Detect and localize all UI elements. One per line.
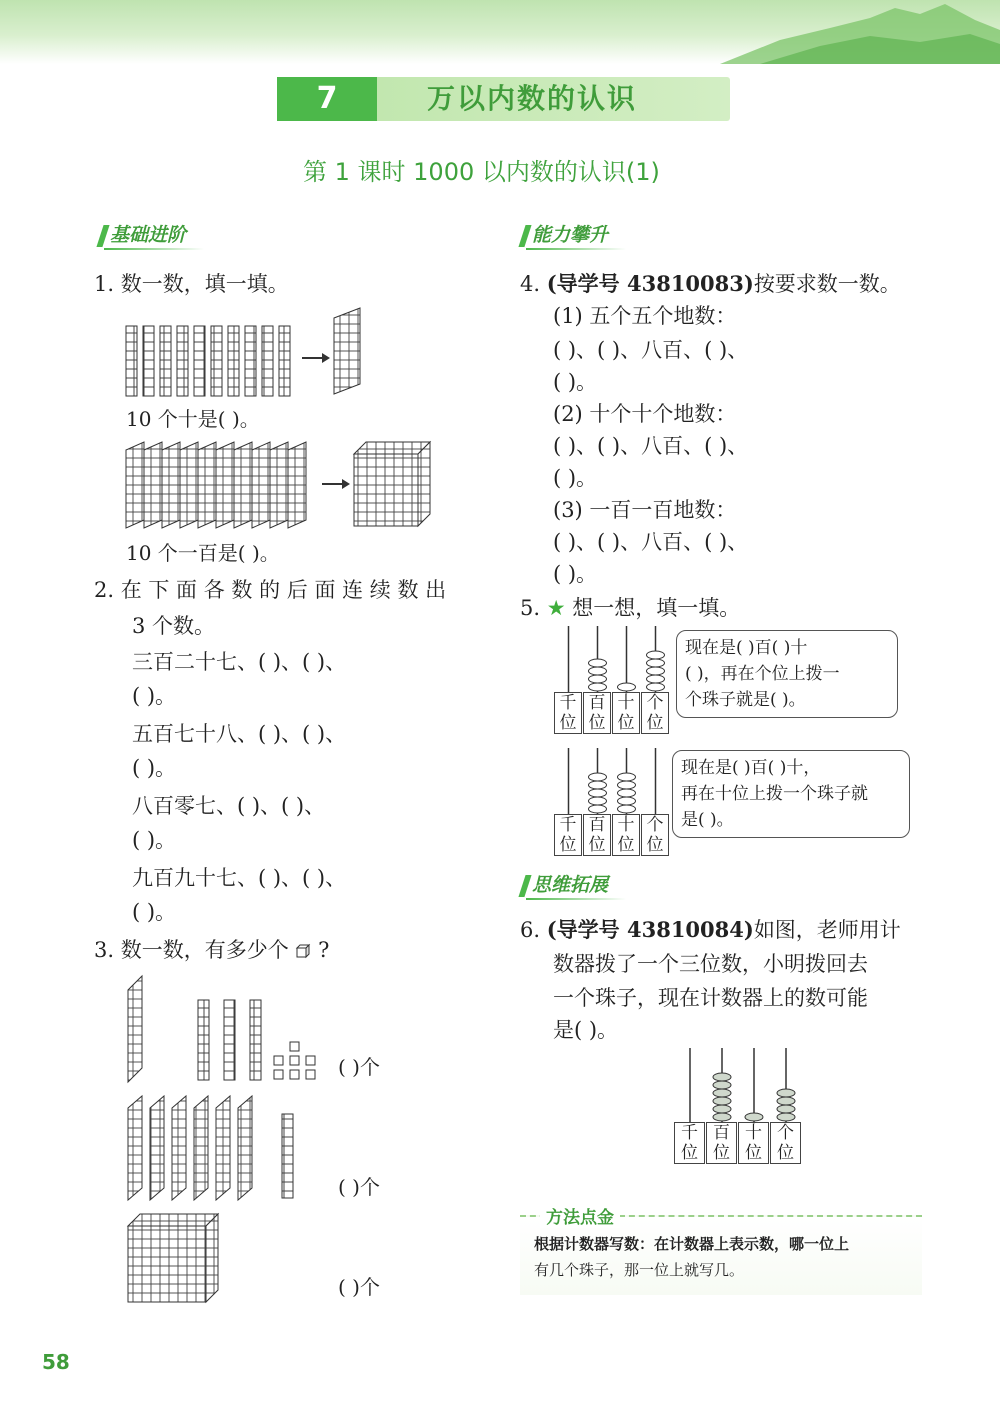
q2-item4-b: ( )。 xyxy=(132,900,177,924)
q3-answer-2: ( )个 xyxy=(338,1175,380,1199)
abacus-label-tens: 十 位 xyxy=(612,814,640,856)
abacus-bead xyxy=(647,683,665,691)
abacus-bead xyxy=(713,1105,731,1113)
q4-part2-a: ( )、( )、八百、( )、 xyxy=(553,434,749,458)
q2-item1-b: ( )。 xyxy=(132,684,177,708)
q4-part2-b: ( )。 xyxy=(553,466,598,490)
q6-line3: 一个珠子，现在计数器上的数可能 xyxy=(553,986,868,1010)
tips-text-line2: 有几个珠子，那一位上就写几。 xyxy=(534,1261,745,1279)
abacus-bead xyxy=(589,675,607,683)
q1-line2: 10 个一百是( )。 xyxy=(126,541,280,565)
unit-cube-icon xyxy=(295,943,311,959)
q5-title xyxy=(520,594,740,622)
abacus-bead xyxy=(618,797,636,805)
abacus-bead xyxy=(589,683,607,691)
q5-abacus-2-beads xyxy=(554,748,674,814)
q4-guide-number: (导学号 43810083) xyxy=(546,271,754,296)
q4-number: 4. xyxy=(520,272,541,296)
abacus-bead xyxy=(745,1113,763,1121)
abacus-label-thousands: 千 位 xyxy=(674,1122,705,1164)
abacus-label-hundreds: 百 位 xyxy=(583,814,611,856)
q2-item4-a: 九百九十七、( )、( )、 xyxy=(132,866,347,890)
q2-item1-a: 三百二十七、( )、( )、 xyxy=(132,650,347,674)
abacus-bead xyxy=(618,781,636,789)
q5-title-text: 想一想，填一填。 xyxy=(572,596,741,620)
q5-speech-bubble-1 xyxy=(676,630,898,718)
abacus-label-tens: 十 位 xyxy=(612,692,640,734)
q3-title-end: ? xyxy=(318,938,330,962)
abacus-bead xyxy=(713,1097,731,1105)
q4-part3-label: (3) 一百一百地数： xyxy=(553,498,737,522)
tips-text-line1: 根据计数器写数：在计数器上表示数，哪一位上 xyxy=(534,1235,850,1253)
chapter-number: 7 xyxy=(277,77,377,121)
abacus-bead xyxy=(713,1089,731,1097)
abacus-bead xyxy=(713,1073,731,1081)
q5-bubble2-line1: 现在是( )百( )十， xyxy=(681,758,821,778)
q2-item3-b: ( )。 xyxy=(132,828,177,852)
mountain-decoration-icon xyxy=(720,0,1000,64)
q6-guide-number: (导学号 43810084) xyxy=(546,917,754,942)
q4-title xyxy=(520,270,901,298)
q4-part3-a: ( )、( )、八百、( )、 xyxy=(553,530,749,554)
q4-part1-b: ( )。 xyxy=(553,370,598,394)
q5-bubble2-line2: 再在十位上拨一个珠子就 xyxy=(681,784,868,804)
top-banner xyxy=(0,0,1000,64)
abacus-label-tens: 十 位 xyxy=(738,1122,769,1164)
abacus-bead xyxy=(713,1113,731,1121)
abacus-label-thousands: 千 位 xyxy=(554,814,582,856)
q5-bubble1-line3: 个珠子就是( )。 xyxy=(685,690,806,710)
abacus-bead xyxy=(777,1105,795,1113)
q6-line1 xyxy=(520,916,901,944)
abacus-bead xyxy=(589,773,607,781)
abacus-bead xyxy=(647,651,665,659)
abacus-bead xyxy=(589,797,607,805)
q3-answer-1: ( )个 xyxy=(338,1055,380,1079)
chapter-header xyxy=(277,77,730,121)
q6-abacus-beads xyxy=(674,1048,804,1122)
q1-flats-figure xyxy=(124,440,434,532)
q3-figure-1 xyxy=(124,972,324,1084)
abacus-label-hundreds: 百 位 xyxy=(706,1122,737,1164)
abacus-bead xyxy=(777,1089,795,1097)
section-thinking-heading: 思维拓展 xyxy=(522,872,622,900)
q4-part1-label: (1) 五个五个地数： xyxy=(553,304,737,328)
page-number: 58 xyxy=(42,1350,70,1374)
q4-part3-b: ( )。 xyxy=(553,562,598,586)
q1-line1: 10 个十是( )。 xyxy=(126,407,260,431)
lesson-title: 第 1 课时 1000 以内数的认识(1) xyxy=(303,158,660,186)
q2-item2-b: ( )。 xyxy=(132,756,177,780)
q5-number: 5. xyxy=(520,596,541,620)
q6-line4: 是( )。 xyxy=(553,1018,619,1042)
abacus-label-hundreds: 百 位 xyxy=(583,692,611,734)
abacus-label-ones: 个 位 xyxy=(641,692,669,734)
q2-title: 2. 在 下 面 各 数 的 后 面 连 续 数 出 xyxy=(94,578,447,602)
section-basic-heading: 基础进阶 xyxy=(100,222,200,250)
section-ability-heading: 能力攀升 xyxy=(522,222,622,250)
tips-title: 方法点金 xyxy=(540,1203,620,1228)
abacus-bead xyxy=(618,789,636,797)
q4-part1-a: ( )、( )、八百、( )、 xyxy=(553,338,749,362)
q4-title-text: 按要求数一数。 xyxy=(753,272,901,296)
q2-title-cont: 3 个数。 xyxy=(132,614,216,638)
abacus-bead xyxy=(618,683,636,691)
abacus-label-thousands: 千 位 xyxy=(554,692,582,734)
abacus-bead xyxy=(647,675,665,683)
abacus-bead xyxy=(618,805,636,813)
tips-text xyxy=(534,1231,914,1283)
abacus-label-ones: 个 位 xyxy=(770,1122,801,1164)
q5-abacus-1-beads xyxy=(554,626,674,692)
chapter-title: 万以内数的认识 xyxy=(427,82,638,115)
q3-answer-3: ( )个 xyxy=(338,1275,380,1299)
abacus-bead xyxy=(777,1113,795,1121)
abacus-bead xyxy=(647,667,665,675)
tips-box xyxy=(520,1208,922,1295)
q4-part2-label: (2) 十个十个地数： xyxy=(553,402,737,426)
abacus-bead xyxy=(713,1081,731,1089)
q1-title: 1. 数一数，填一填。 xyxy=(94,272,289,296)
q6-line1-text: 如图，老师用计 xyxy=(753,918,901,942)
q5-bubble2-line3: 是( )。 xyxy=(681,810,734,830)
abacus-label-ones: 个 位 xyxy=(641,814,669,856)
q6-line2: 数器拨了一个三位数，小明拨回去 xyxy=(553,952,868,976)
abacus-bead xyxy=(589,667,607,675)
q2-item3-a: 八百零七、( )、( )、 xyxy=(132,794,326,818)
star-icon: ★ xyxy=(546,596,566,620)
abacus-bead xyxy=(618,773,636,781)
q5-bubble1-line2: ( )，再在个位上拨一 xyxy=(685,664,840,684)
abacus-bead xyxy=(589,805,607,813)
abacus-bead xyxy=(777,1097,795,1105)
abacus-bead xyxy=(589,781,607,789)
q5-speech-bubble-2 xyxy=(672,750,910,838)
q2-item2-a: 五百七十八、( )、( )、 xyxy=(132,722,347,746)
q3-figure-2 xyxy=(124,1092,324,1204)
q3-title xyxy=(94,936,329,964)
q1-rods-figure xyxy=(124,306,374,398)
abacus-bead xyxy=(589,659,607,667)
q6-number: 6. xyxy=(520,918,541,942)
abacus-bead xyxy=(589,789,607,797)
q3-figure-3 xyxy=(124,1212,224,1304)
q3-title-text: 3. 数一数，有多少个 xyxy=(94,938,289,962)
q5-bubble1-line1: 现在是( )百( )十 xyxy=(685,638,808,658)
abacus-bead xyxy=(647,659,665,667)
